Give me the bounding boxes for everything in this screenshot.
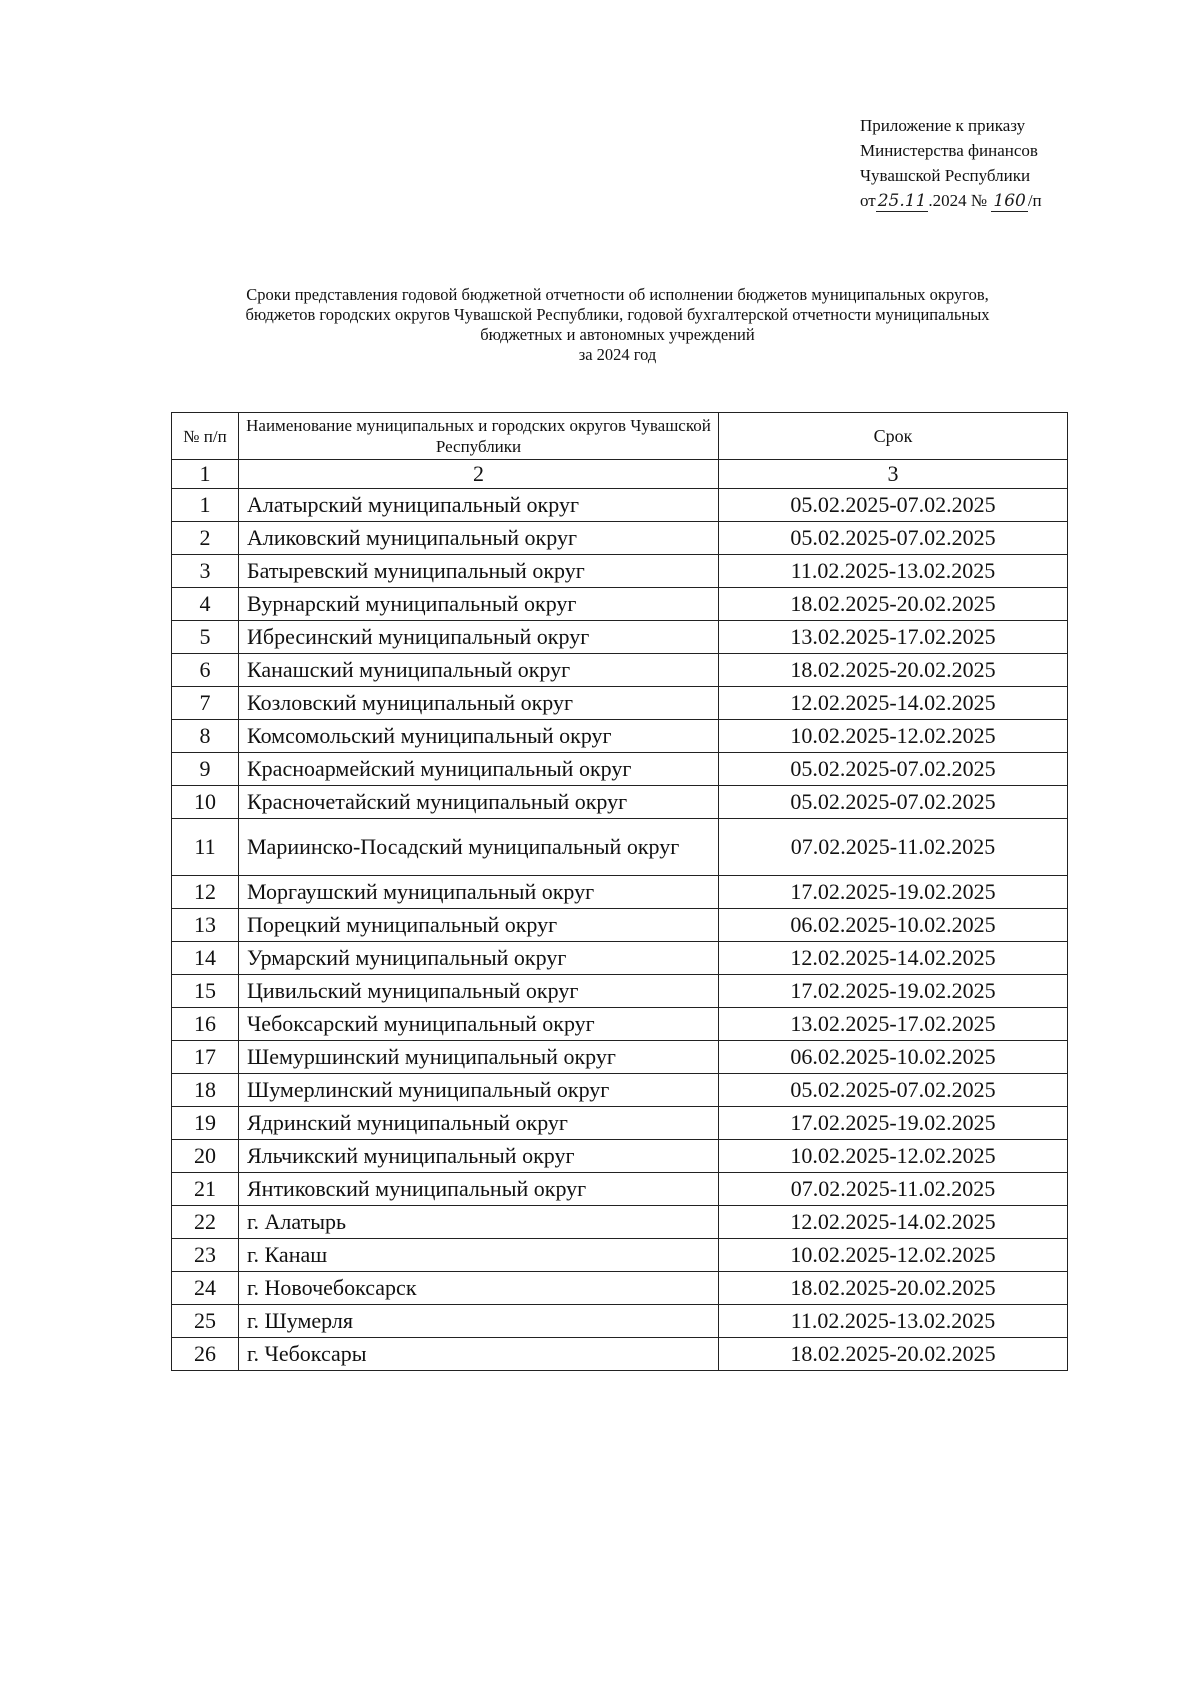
municipality-name: г. Чебоксары — [239, 1338, 719, 1371]
deadline-range: 11.02.2025-13.02.2025 — [719, 555, 1068, 588]
municipality-name: Красноармейский муниципальный округ — [239, 753, 719, 786]
row-number: 1 — [172, 489, 239, 522]
order-year: .2024 № — [928, 191, 988, 210]
municipality-name: Моргаушский муниципальный округ — [239, 876, 719, 909]
deadline-range: 13.02.2025-17.02.2025 — [719, 621, 1068, 654]
table-row — [172, 654, 1068, 687]
table-row — [172, 1041, 1068, 1074]
deadline-range: 10.02.2025-12.02.2025 — [719, 720, 1068, 753]
deadline-range: 12.02.2025-14.02.2025 — [719, 687, 1068, 720]
row-number: 5 — [172, 621, 239, 654]
municipality-name: Вурнарский муниципальный округ — [239, 588, 719, 621]
deadline-range: 11.02.2025-13.02.2025 — [719, 1305, 1068, 1338]
table-row — [172, 1140, 1068, 1173]
deadline-range: 12.02.2025-14.02.2025 — [719, 942, 1068, 975]
deadline-range: 10.02.2025-12.02.2025 — [719, 1239, 1068, 1272]
municipality-name: г. Шумерля — [239, 1305, 719, 1338]
deadline-range: 05.02.2025-07.02.2025 — [719, 786, 1068, 819]
row-number: 21 — [172, 1173, 239, 1206]
deadline-range: 18.02.2025-20.02.2025 — [719, 1338, 1068, 1371]
deadline-range: 06.02.2025-10.02.2025 — [719, 1041, 1068, 1074]
header-name: Наименование муниципальных и городских округов Чувашской Республики — [239, 413, 719, 460]
municipality-name: Шумерлинский муниципальный округ — [239, 1074, 719, 1107]
row-number: 16 — [172, 1008, 239, 1041]
table-row — [172, 942, 1068, 975]
title-line-1: Сроки представления годовой бюджетной отчетности об исполнении бюджетов муниципальных округов, — [246, 285, 989, 304]
handwritten-number: 160 — [993, 191, 1026, 211]
column-number: 2 — [239, 460, 719, 489]
municipality-name: Ибресинский муниципальный округ — [239, 621, 719, 654]
municipality-name: Порецкий муниципальный округ — [239, 909, 719, 942]
column-number: 3 — [719, 460, 1068, 489]
municipality-name: Урмарский муниципальный округ — [239, 942, 719, 975]
deadline-range: 13.02.2025-17.02.2025 — [719, 1008, 1068, 1041]
row-number: 23 — [172, 1239, 239, 1272]
table-row — [172, 555, 1068, 588]
table-row — [172, 1305, 1068, 1338]
table-row — [172, 975, 1068, 1008]
deadline-range: 07.02.2025-11.02.2025 — [719, 819, 1068, 876]
title-line-3: бюджетных и автономных учреждений — [480, 325, 755, 344]
municipality-name: Красночетайский муниципальный округ — [239, 786, 719, 819]
deadline-range: 18.02.2025-20.02.2025 — [719, 654, 1068, 687]
row-number: 9 — [172, 753, 239, 786]
deadline-range: 05.02.2025-07.02.2025 — [719, 489, 1068, 522]
deadline-range: 06.02.2025-10.02.2025 — [719, 909, 1068, 942]
table-row — [172, 753, 1068, 786]
table-row — [172, 522, 1068, 555]
municipality-name: Ядринский муниципальный округ — [239, 1107, 719, 1140]
municipality-name: Яльчикский муниципальный округ — [239, 1140, 719, 1173]
municipality-name: Янтиковский муниципальный округ — [239, 1173, 719, 1206]
deadline-range: 12.02.2025-14.02.2025 — [719, 1206, 1068, 1239]
column-numbers-row — [172, 460, 1068, 489]
table-row — [172, 1338, 1068, 1371]
municipality-name: г. Канаш — [239, 1239, 719, 1272]
table-row — [172, 909, 1068, 942]
table-row — [172, 876, 1068, 909]
municipality-name: Алатырский муниципальный округ — [239, 489, 719, 522]
deadline-range: 10.02.2025-12.02.2025 — [719, 1140, 1068, 1173]
deadline-range: 05.02.2025-07.02.2025 — [719, 753, 1068, 786]
municipality-name: Аликовский муниципальный округ — [239, 522, 719, 555]
order-reference — [860, 188, 1080, 214]
document-title — [170, 285, 1065, 365]
row-number: 7 — [172, 687, 239, 720]
table-row — [172, 819, 1068, 876]
deadline-range: 05.02.2025-07.02.2025 — [719, 1074, 1068, 1107]
table-row — [172, 1074, 1068, 1107]
row-number: 19 — [172, 1107, 239, 1140]
deadline-range: 07.02.2025-11.02.2025 — [719, 1173, 1068, 1206]
row-number: 20 — [172, 1140, 239, 1173]
row-number: 13 — [172, 909, 239, 942]
deadline-range: 05.02.2025-07.02.2025 — [719, 522, 1068, 555]
municipality-name: г. Новочебоксарск — [239, 1272, 719, 1305]
table-row — [172, 786, 1068, 819]
row-number: 24 — [172, 1272, 239, 1305]
table-row — [172, 1173, 1068, 1206]
row-number: 17 — [172, 1041, 239, 1074]
row-number: 4 — [172, 588, 239, 621]
row-number: 22 — [172, 1206, 239, 1239]
row-number: 6 — [172, 654, 239, 687]
table-row — [172, 1206, 1068, 1239]
header-deadline: Срок — [719, 413, 1068, 460]
municipality-name: Козловский муниципальный округ — [239, 687, 719, 720]
table-row — [172, 621, 1068, 654]
table-row — [172, 1239, 1068, 1272]
table-row — [172, 1272, 1068, 1305]
municipality-name: Цивильский муниципальный округ — [239, 975, 719, 1008]
municipality-name: Комсомольский муниципальный округ — [239, 720, 719, 753]
table-row — [172, 1107, 1068, 1140]
row-number: 15 — [172, 975, 239, 1008]
municipality-name: Мариинско-Посадский муниципальный округ — [239, 819, 719, 876]
order-suffix: /п — [1027, 191, 1042, 210]
deadline-range: 18.02.2025-20.02.2025 — [719, 1272, 1068, 1305]
table-row — [172, 1008, 1068, 1041]
handwritten-date: 25.11 — [877, 191, 927, 211]
row-number: 10 — [172, 786, 239, 819]
table-row — [172, 687, 1068, 720]
appendix-line-1: Приложение к приказу — [860, 116, 1026, 135]
row-number: 11 — [172, 819, 239, 876]
table-row — [172, 588, 1068, 621]
row-number: 18 — [172, 1074, 239, 1107]
municipality-name: г. Алатырь — [239, 1206, 719, 1239]
title-line-4: за 2024 год — [578, 345, 657, 364]
header-num: № п/п — [172, 413, 239, 460]
deadlines-table — [171, 412, 1068, 1371]
column-number: 1 — [172, 460, 239, 489]
deadline-range: 17.02.2025-19.02.2025 — [719, 975, 1068, 1008]
deadline-range: 18.02.2025-20.02.2025 — [719, 588, 1068, 621]
row-number: 26 — [172, 1338, 239, 1371]
row-number: 3 — [172, 555, 239, 588]
row-number: 25 — [172, 1305, 239, 1338]
municipality-name: Чебоксарский муниципальный округ — [239, 1008, 719, 1041]
appendix-block — [860, 113, 1080, 214]
appendix-line-3: Чувашской Республики — [860, 166, 1031, 185]
municipality-name: Батыревский муниципальный округ — [239, 555, 719, 588]
deadline-range: 17.02.2025-19.02.2025 — [719, 1107, 1068, 1140]
table-row — [172, 720, 1068, 753]
row-number: 14 — [172, 942, 239, 975]
row-number: 8 — [172, 720, 239, 753]
row-number: 12 — [172, 876, 239, 909]
municipality-name: Канашский муниципальный округ — [239, 654, 719, 687]
appendix-line-2: Министерства финансов — [860, 141, 1038, 160]
order-prefix: от — [860, 191, 876, 210]
municipality-name: Шемуршинский муниципальный округ — [239, 1041, 719, 1074]
deadline-range: 17.02.2025-19.02.2025 — [719, 876, 1068, 909]
row-number: 2 — [172, 522, 239, 555]
table-row — [172, 489, 1068, 522]
table-header-row — [172, 413, 1068, 460]
title-line-2: бюджетов городских округов Чувашской Республики, годовой бухгалтерской отчетности муниципальных — [245, 305, 990, 324]
